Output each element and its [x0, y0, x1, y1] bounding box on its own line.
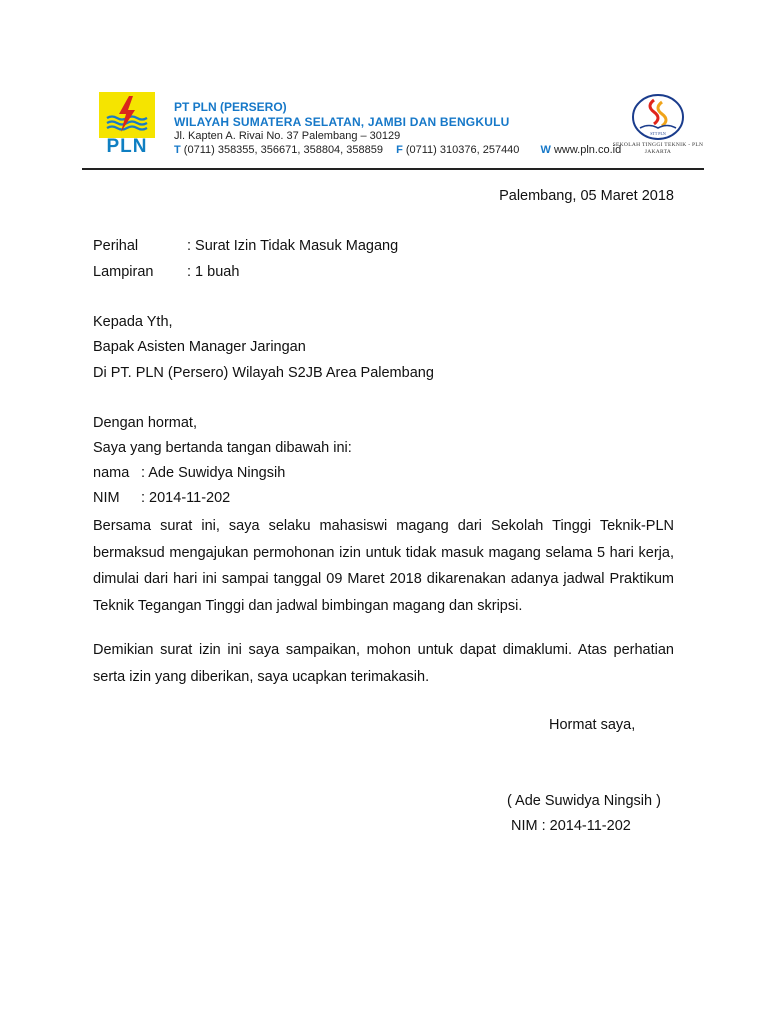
- recipient-line-2: Bapak Asisten Manager Jaringan: [93, 339, 306, 355]
- body-paragraph-2: Demikian surat izin ini saya sampaikan, mohon untuk dapat dimaklumi. Atas perhatian serta izin yang diberikan, saya ucapkan terimakasih.: [93, 642, 674, 685]
- pln-logo: [99, 92, 155, 160]
- company-contact: [174, 144, 621, 158]
- recipient-line-3: Di PT. PLN (Persero) Wilayah S2JB Area Palembang: [93, 365, 434, 381]
- date-line: Palembang, 05 Maret 2018: [499, 188, 674, 204]
- stt-pln-emblem-text: STT PLN: [650, 131, 666, 136]
- name-value: : Ade Suwidya Ningsih: [141, 465, 286, 481]
- company-region: WILAYAH SUMATERA SELATAN, JAMBI DAN BENGKULU: [174, 115, 510, 129]
- nim-row: [93, 490, 230, 506]
- recipient-line-1: Kepada Yth,: [93, 314, 173, 330]
- name-label: nama: [93, 465, 130, 481]
- subject-label: Perihal: [93, 238, 139, 254]
- subject-row: [93, 238, 398, 254]
- fax-numbers: (0711) 310376, 257440: [405, 143, 520, 156]
- name-row: [93, 465, 285, 481]
- stt-pln-emblem-icon: [604, 92, 712, 142]
- stt-pln-logo: [604, 92, 712, 162]
- attachment-value: : 1 buah: [187, 264, 240, 280]
- lightning-icon: [99, 92, 155, 138]
- signature-nim: NIM : 2014-11-202: [511, 818, 631, 834]
- company-address: Jl. Kapten A. Rivai No. 37 Palembang – 30129: [174, 130, 401, 142]
- web-label: W: [540, 143, 551, 156]
- nim-label: NIM: [93, 490, 120, 506]
- signature-name: ( Ade Suwidya Ningsih ): [507, 793, 661, 809]
- phone-label: T: [174, 143, 181, 156]
- stt-pln-caption: SEKOLAH TINGGI TEKNIK - PLN: [612, 142, 704, 148]
- fax-label: F: [396, 143, 403, 156]
- nim-value: : 2014-11-202: [141, 490, 231, 506]
- body-paragraph-1: Bersama surat ini, saya selaku mahasiswi magang dari Sekolah Tinggi Teknik-PLN bermaksud mengajukan permohonan izin untuk tidak masuk magang selama 5 hari kerja, dimulai dari hari ini sampai tanggal 09 Maret 2018 dikarenakan adanya jadwal Praktikum Teknik Tegangan Tinggi dan jadwal bimbingan magang dan skripsi.: [93, 518, 674, 614]
- intro-line: Saya yang bertanda tangan dibawah ini:: [93, 440, 352, 456]
- closing: Hormat saya,: [549, 717, 636, 733]
- company-info: [174, 100, 621, 158]
- company-name: PT PLN (PERSERO): [174, 100, 287, 114]
- attachment-row: [93, 264, 239, 280]
- letterhead-divider: [82, 168, 704, 170]
- salutation: Dengan hormat,: [93, 415, 197, 431]
- stt-pln-city: JAKARTA: [644, 149, 672, 155]
- subject-value: : Surat Izin Tidak Masuk Magang: [187, 238, 399, 254]
- attachment-label: Lampiran: [93, 264, 154, 280]
- phone-numbers: (0711) 358355, 356671, 358804, 358859: [183, 143, 383, 156]
- pln-logo-text: PLN: [106, 136, 148, 157]
- website-link[interactable]: www.pln.co.id: [553, 143, 622, 156]
